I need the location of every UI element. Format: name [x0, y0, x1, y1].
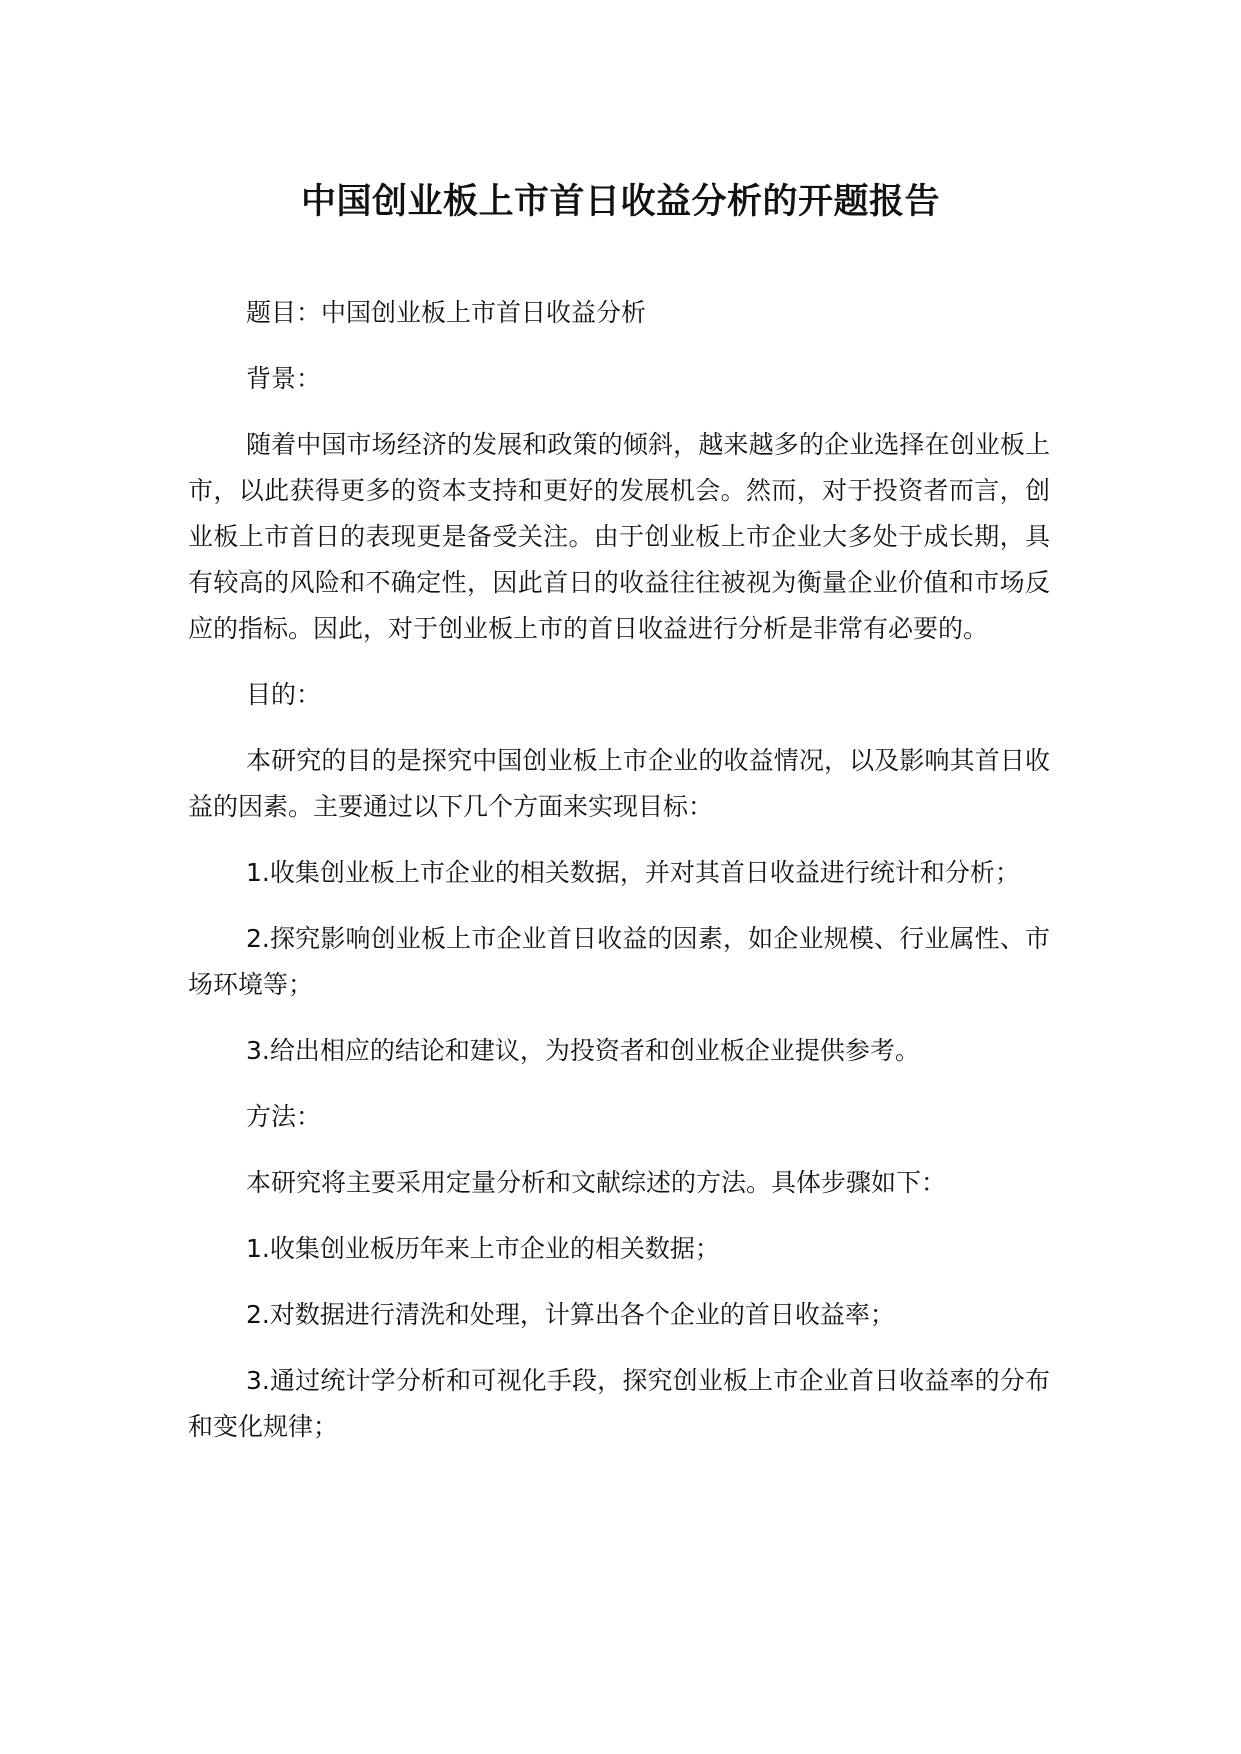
paragraph-background: 随着中国市场经济的发展和政策的倾斜，越来越多的企业选择在创业板上市，以此获得更多的资本支持和更好的发展机会。然而，对于投资者而言，创业板上市首日的表现更是备受关注。由于创业板上市企业大多处于成长期，具有较高的风险和不确定性，因此首日的收益往往被视为衡量企业价值和市场反应的指标。因此，对于创业板上市的首日收益进行分析是非常有必要的。 — [188, 430, 1050, 643]
heading-method: 方法： — [246, 1102, 322, 1131]
document-body — [188, 290, 1050, 1470]
paragraph-method: 本研究将主要采用定量分析和文献综述的方法。具体步骤如下： — [246, 1168, 947, 1197]
heading-purpose: 目的： — [246, 680, 322, 709]
method-step-1: 1.收集创业板历年来上市企业的相关数据； — [246, 1234, 720, 1263]
paragraph-purpose: 本研究的目的是探究中国创业板上市企业的收益情况，以及影响其首日收益的因素。主要通过以下几个方面来实现目标： — [188, 746, 1050, 821]
purpose-item-1: 1.收集创业板上市企业的相关数据，并对其首日收益进行统计和分析； — [246, 858, 1020, 887]
purpose-item-2: 2.探究影响创业板上市企业首日收益的因素，如企业规模、行业属性、市场环境等； — [188, 924, 1050, 999]
method-step-3: 3.通过统计学分析和可视化手段，探究创业板上市企业首日收益率的分布和变化规律； — [188, 1366, 1050, 1441]
heading-background: 背景： — [246, 364, 322, 393]
document-title: 中国创业板上市首日收益分析的开题报告 — [300, 182, 940, 222]
paragraph-topic: 题目：中国创业板上市首日收益分析 — [246, 298, 647, 327]
purpose-item-3: 3.给出相应的结论和建议，为投资者和创业板企业提供参考。 — [246, 1036, 920, 1065]
method-step-2: 2.对数据进行清洗和处理，计算出各个企业的首日收益率； — [246, 1300, 895, 1329]
